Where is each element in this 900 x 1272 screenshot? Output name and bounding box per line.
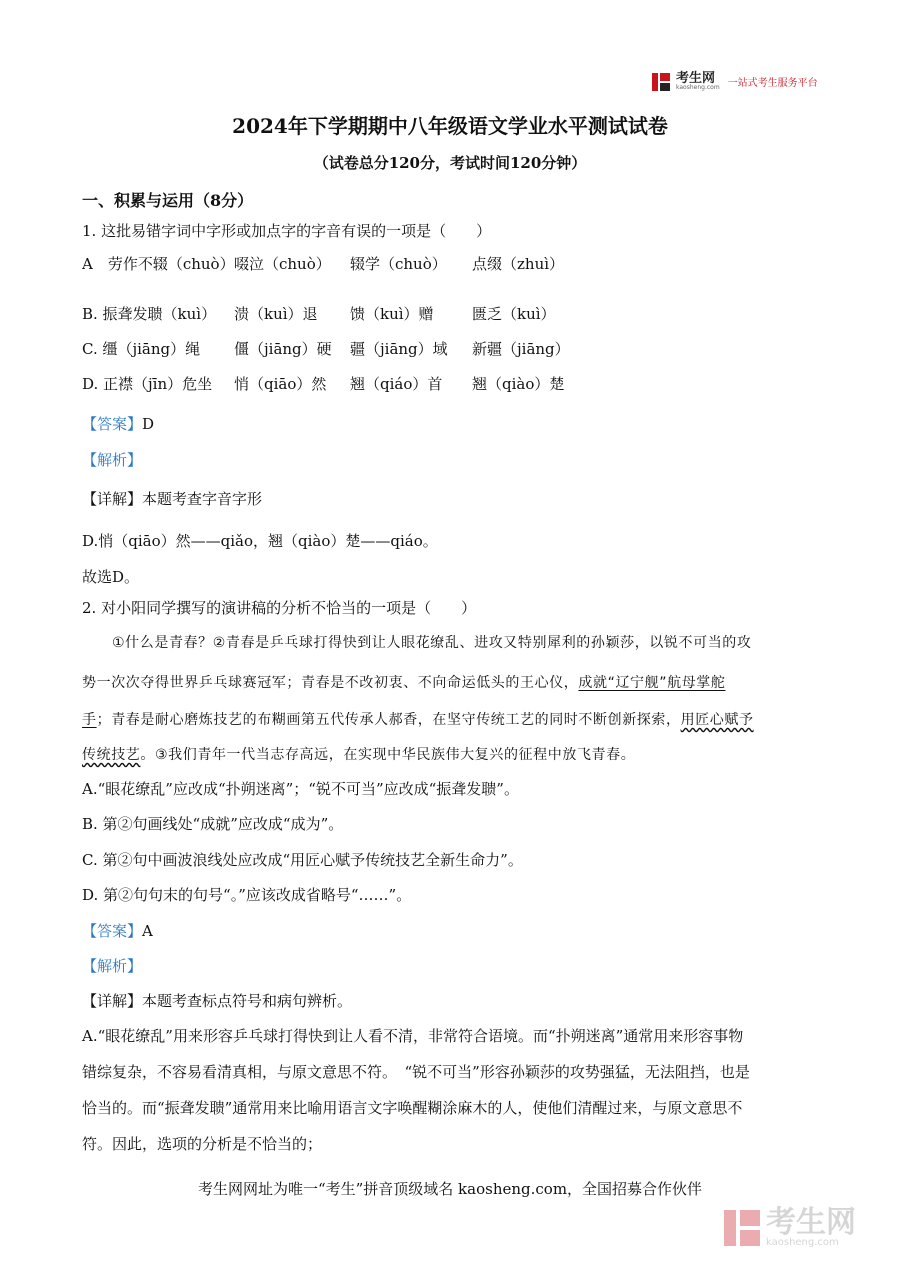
- q2-explain-line: A.“眼花缭乱”用来形容乒乓球打得快到让人看不清，非常符合语境。而“扑朔迷离”通常用来形容事物: [82, 1027, 744, 1045]
- option-part: 辍学（chuò）: [350, 255, 447, 273]
- q2-option-b: B. 第②句画线处“成就”应改成“成为”。: [82, 815, 344, 833]
- q2-answer: [82, 920, 153, 941]
- page-footer: 考生网网址为唯一“考生”拼音顶级域名 kaosheng.com，全国招募合作伙伴: [197, 1180, 703, 1198]
- page-subtitle: （试卷总分120分，考试时间120分钟）: [313, 154, 587, 172]
- watermark-name: 考生网: [766, 1205, 856, 1240]
- q2-passage-line: ①什么是青春？②青春是乒乓球打得快到让人眼花缭乱、进攻又特别犀利的孙颖莎，以锐不可当的攻: [112, 635, 752, 651]
- q1-detail: [82, 488, 262, 509]
- q1-option-c: [82, 338, 570, 359]
- q1-stem: 1. 这批易错字词中字形或加点字的字音有误的一项是（ ）: [82, 222, 492, 240]
- detail-text: 本题考查字音字形: [142, 490, 263, 508]
- page-title: 2024年下学期期中八年级语文学业水平测试试卷: [232, 114, 668, 138]
- q2-detail: [82, 990, 352, 1011]
- option-part: 僵（jiāng）硬: [234, 340, 332, 358]
- logo-name: 考生网: [676, 71, 716, 86]
- answer-value: A: [142, 922, 153, 940]
- q1-answer: [82, 413, 154, 434]
- passage-wavy: 传统技艺: [82, 747, 141, 763]
- header-logo[interactable]: [652, 72, 818, 91]
- answer-tag: 【答案】: [82, 922, 143, 940]
- option-part: 新疆（jiāng）: [472, 340, 570, 358]
- logo-domain: kaosheng.com: [676, 84, 720, 91]
- detail-tag: 【详解】: [82, 992, 143, 1010]
- analysis-tag: 【解析】: [82, 957, 143, 975]
- detail-text: 本题考查标点符号和病句辨析。: [142, 992, 353, 1010]
- logo-icon: [652, 73, 670, 91]
- q1-option-b: [82, 303, 556, 324]
- passage-text: 。③我们青年一代当志存高远，在实现中华民族伟大复兴的征程中放飞青春。: [140, 747, 636, 763]
- passage-text: 势一次次夺得世界乒乓球赛冠军；青春是不改初衷、不向命运低头的王心仪，: [82, 675, 579, 691]
- option-part: D. 正襟（jīn）危坐: [82, 375, 213, 393]
- detail-tag: 【详解】: [82, 490, 143, 508]
- q1-option-d: [82, 373, 564, 394]
- option-part: 溃（kuì）退: [234, 305, 318, 323]
- logo-slogan: 一站式考生服务平台: [727, 78, 818, 89]
- watermark: [724, 1205, 856, 1248]
- q2-analysis-tag: [82, 955, 142, 976]
- passage-underlined: 手: [82, 712, 97, 728]
- option-part: A 劳作不辍（chuò）: [82, 255, 235, 273]
- option-part: 馈（kuì）赠: [350, 305, 434, 323]
- q2-passage-line: [82, 744, 635, 764]
- q2-option-a: A.“眼花缭乱”应改成“扑朔迷离”；“锐不可当”应改成“振聋发聩”。: [82, 780, 519, 798]
- answer-value: D: [142, 415, 155, 433]
- q2-passage-line: [82, 709, 754, 729]
- passage-text: ；青春是耐心磨炼技艺的布糊画第五代传承人郝香，在坚守传统工艺的同时不断创新探索，: [96, 712, 681, 728]
- q1-option-a: [82, 253, 564, 274]
- q2-stem: 2. 对小阳同学撰写的演讲稿的分析不恰当的一项是（ ）: [82, 599, 477, 617]
- option-part: 翘（qiáo）首: [350, 375, 443, 393]
- q2-option-d: D. 第②句句末的句号“。”应该改成省略号“……”。: [82, 886, 412, 904]
- q1-detail-line: D.悄（qiāo）然——qiǎo，翘（qiào）楚——qiáo。: [82, 532, 438, 550]
- option-part: C. 缰（jiāng）绳: [82, 340, 201, 358]
- passage-underlined: 成就“辽宁舰”航母掌舵: [578, 675, 726, 691]
- option-part: 匮乏（kuì）: [472, 305, 556, 323]
- option-part: 悄（qiāo）然: [234, 375, 327, 393]
- passage-wavy: 用匠心赋予: [680, 712, 754, 728]
- option-part: 翘（qiào）楚: [472, 375, 565, 393]
- watermark-logo-icon: [724, 1210, 760, 1246]
- watermark-domain: kaosheng.com: [766, 1237, 839, 1248]
- analysis-tag: 【解析】: [82, 451, 143, 469]
- q1-conclusion: 故选D。: [82, 568, 140, 586]
- q2-option-c: C. 第②句中画波浪线处应改成“用匠心赋予传统技艺全新生命力”。: [82, 851, 523, 869]
- q2-explain-line: 恰当的。而“振聋发聩”通常用来比喻用语言文字唤醒糊涂麻木的人，使他们清醒过来，与原文意思不: [82, 1099, 743, 1117]
- section-heading: 一、积累与运用（8分）: [82, 191, 254, 210]
- q2-passage-line: [82, 672, 726, 692]
- q2-explain-line: 错综复杂，不容易看清真相，与原文意思不符。 “锐不可当”形容孙颖莎的攻势强猛，无法阻挡，也是: [82, 1063, 750, 1081]
- q1-analysis-tag: [82, 449, 142, 470]
- option-part: 疆（jiāng）域: [350, 340, 448, 358]
- option-part: 啜泣（chuò）: [234, 255, 331, 273]
- option-part: B. 振聋发聩（kuì）: [82, 305, 217, 323]
- option-part: 点缀（zhuì）: [472, 255, 565, 273]
- q2-explain-line: 符。因此，选项的分析是不恰当的；: [82, 1135, 323, 1153]
- answer-tag: 【答案】: [82, 415, 143, 433]
